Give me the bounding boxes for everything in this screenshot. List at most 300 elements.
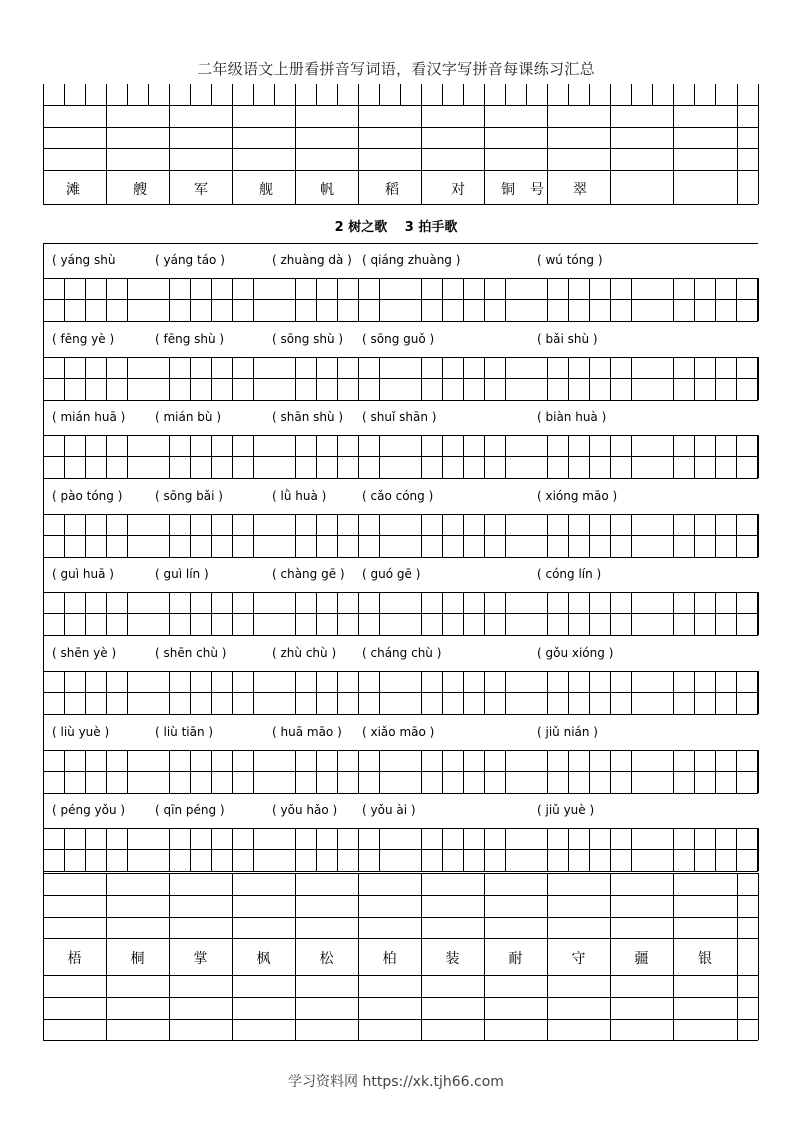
table-rule — [64, 84, 65, 105]
grid-rule — [43, 435, 44, 478]
grid-rule — [190, 828, 191, 871]
pinyin-label: ( cóng lín ) — [537, 567, 602, 581]
grid-rule — [295, 671, 296, 714]
grid-rule — [547, 514, 548, 557]
table-rule — [148, 84, 149, 105]
grid-rule — [694, 671, 695, 714]
pinyin-label: ( cǎo cóng ) — [362, 489, 434, 503]
grid-rule — [43, 278, 758, 279]
grid-rule — [64, 750, 65, 793]
char-cell: 松 — [319, 951, 334, 967]
grid-rule — [631, 435, 632, 478]
grid-rule — [127, 435, 128, 478]
grid-rule — [85, 828, 86, 871]
grid-rule — [631, 750, 632, 793]
pinyin-label: ( biàn huà ) — [537, 410, 607, 424]
grid-rule — [505, 278, 506, 321]
pinyin-label: ( wú tóng ) — [537, 253, 603, 267]
table-rule — [442, 84, 443, 105]
table-rule — [106, 105, 107, 204]
grid-rule — [421, 435, 422, 478]
pinyin-label: ( xiǎo māo ) — [362, 725, 435, 739]
grid-rule — [463, 671, 464, 714]
pinyin-label: ( qīn péng ) — [155, 803, 225, 817]
table-rule — [358, 84, 359, 105]
pinyin-label: ( yǒu hǎo ) — [272, 803, 338, 817]
char-cell: 号 — [530, 182, 544, 198]
grid-rule — [694, 278, 695, 321]
pinyin-label: ( zhù chù ) — [272, 646, 337, 660]
grid-rule — [127, 750, 128, 793]
grid-rule — [631, 357, 632, 400]
grid-rule — [568, 514, 569, 557]
grid-rule — [379, 514, 380, 557]
grid-rule — [568, 750, 569, 793]
table-rule — [337, 84, 338, 105]
grid-rule — [736, 514, 737, 557]
grid-rule — [463, 592, 464, 635]
table-rule — [610, 84, 611, 105]
grid-rule — [610, 357, 611, 400]
table-rule — [232, 873, 233, 1040]
grid-rule — [211, 671, 212, 714]
pinyin-label: ( fēng shù ) — [155, 332, 225, 346]
grid-rule — [127, 671, 128, 714]
grid-rule — [547, 671, 548, 714]
table-rule — [43, 873, 758, 874]
grid-rule — [43, 478, 758, 479]
grid-rule — [358, 357, 359, 400]
grid-rule — [43, 592, 758, 593]
grid-rule — [169, 671, 170, 714]
grid-rule — [736, 828, 737, 871]
grid-rule — [505, 357, 506, 400]
grid-rule — [610, 514, 611, 557]
grid-rule — [715, 828, 716, 871]
table-rule — [43, 84, 44, 105]
grid-rule — [85, 357, 86, 400]
table-rule — [43, 873, 44, 1040]
pinyin-label: ( yáng táo ) — [155, 253, 225, 267]
grid-rule — [127, 357, 128, 400]
grid-rule — [169, 828, 170, 871]
grid-rule — [337, 357, 338, 400]
grid-rule — [589, 828, 590, 871]
grid-rule — [568, 828, 569, 871]
pinyin-label: ( bǎi shù ) — [537, 332, 598, 346]
table-rule — [43, 105, 758, 106]
grid-rule — [358, 750, 359, 793]
footer-url: 学习资料网 https://xk.tjh66.com — [288, 1074, 504, 1090]
grid-rule — [43, 278, 44, 321]
char-cell: 枫 — [256, 951, 271, 967]
grid-rule — [673, 671, 674, 714]
table-rule — [547, 105, 548, 204]
grid-rule — [106, 592, 107, 635]
grid-rule — [295, 828, 296, 871]
grid-rule — [610, 671, 611, 714]
grid-rule — [295, 278, 296, 321]
grid-rule — [547, 750, 548, 793]
grid-rule — [358, 435, 359, 478]
grid-rule — [106, 671, 107, 714]
grid-rule — [421, 514, 422, 557]
table-rule — [610, 105, 611, 204]
grid-rule — [253, 750, 254, 793]
grid-rule — [43, 514, 44, 557]
grid-rule — [43, 400, 758, 401]
pinyin-label: ( zhuàng dà ) — [272, 253, 352, 267]
grid-rule — [316, 828, 317, 871]
grid-rule — [694, 357, 695, 400]
grid-rule — [127, 592, 128, 635]
grid-rule — [463, 278, 464, 321]
char-cell: 对 — [451, 182, 465, 198]
table-rule — [169, 84, 170, 105]
grid-rule — [463, 828, 464, 871]
pinyin-label: ( sōng guǒ ) — [362, 332, 435, 346]
char-cell: 耐 — [508, 951, 523, 967]
grid-rule — [421, 828, 422, 871]
pinyin-label: ( shēn yè ) — [52, 646, 117, 660]
char-cell: 滩 — [66, 182, 80, 198]
grid-rule — [505, 828, 506, 871]
grid-rule — [631, 514, 632, 557]
grid-rule — [694, 592, 695, 635]
grid-rule — [295, 435, 296, 478]
grid-rule — [547, 357, 548, 400]
grid-rule — [442, 750, 443, 793]
grid-rule — [610, 750, 611, 793]
grid-rule — [505, 514, 506, 557]
grid-rule — [589, 592, 590, 635]
grid-rule — [64, 592, 65, 635]
table-rule — [316, 84, 317, 105]
char-cell: 掌 — [193, 951, 208, 967]
grid-rule — [463, 750, 464, 793]
grid-rule — [127, 514, 128, 557]
grid-rule — [673, 357, 674, 400]
table-rule — [547, 873, 548, 1040]
table-rule — [737, 84, 738, 105]
table-rule — [169, 873, 170, 1040]
grid-rule — [190, 750, 191, 793]
grid-rule — [253, 514, 254, 557]
pinyin-label: ( xióng māo ) — [537, 489, 618, 503]
grid-rule — [589, 671, 590, 714]
grid-rule — [169, 750, 170, 793]
grid-rule — [295, 357, 296, 400]
grid-rule — [421, 750, 422, 793]
pinyin-label: ( huā māo ) — [272, 725, 342, 739]
table-rule — [43, 127, 758, 128]
grid-rule — [358, 671, 359, 714]
grid-rule — [337, 750, 338, 793]
grid-rule — [442, 357, 443, 400]
pinyin-label: ( mián huā ) — [52, 410, 126, 424]
grid-rule — [715, 278, 716, 321]
grid-rule — [484, 828, 485, 871]
table-rule — [484, 873, 485, 1040]
grid-rule — [631, 278, 632, 321]
grid-rule — [484, 435, 485, 478]
grid-rule — [358, 278, 359, 321]
grid-rule — [211, 514, 212, 557]
grid-rule — [736, 750, 737, 793]
grid-rule — [43, 692, 758, 693]
grid-rule — [169, 592, 170, 635]
grid-rule — [631, 592, 632, 635]
pinyin-label: ( jiǔ yuè ) — [537, 803, 595, 817]
grid-rule — [64, 357, 65, 400]
grid-rule — [379, 435, 380, 478]
table-rule — [43, 997, 758, 998]
grid-rule — [211, 828, 212, 871]
grid-rule — [589, 435, 590, 478]
grid-rule — [43, 456, 758, 457]
char-cell: 装 — [445, 951, 460, 967]
grid-rule — [379, 828, 380, 871]
grid-rule — [232, 750, 233, 793]
grid-rule — [337, 278, 338, 321]
pinyin-label: ( guó gē ) — [362, 567, 421, 581]
grid-rule — [232, 357, 233, 400]
grid-rule — [758, 592, 759, 635]
pinyin-label: ( guì huā ) — [52, 567, 114, 581]
pinyin-label: ( péng yǒu ) — [52, 803, 126, 817]
grid-rule — [673, 278, 674, 321]
char-cell: 梧 — [67, 951, 82, 967]
table-rule — [379, 84, 380, 105]
grid-rule — [43, 321, 758, 322]
grid-rule — [484, 514, 485, 557]
grid-rule — [421, 671, 422, 714]
grid-rule — [190, 671, 191, 714]
grid-rule — [715, 514, 716, 557]
table-rule — [253, 84, 254, 105]
grid-rule — [715, 592, 716, 635]
table-rule — [400, 84, 401, 105]
grid-rule — [379, 357, 380, 400]
pinyin-label: ( jiǔ nián ) — [537, 725, 598, 739]
grid-rule — [316, 435, 317, 478]
grid-rule — [85, 435, 86, 478]
grid-rule — [484, 592, 485, 635]
grid-rule — [211, 278, 212, 321]
pinyin-label: ( fēng yè ) — [52, 332, 115, 346]
grid-rule — [337, 435, 338, 478]
grid-rule — [421, 278, 422, 321]
table-rule — [421, 873, 422, 1040]
table-rule — [568, 84, 569, 105]
grid-rule — [442, 828, 443, 871]
grid-rule — [43, 750, 758, 751]
grid-rule — [85, 514, 86, 557]
grid-rule — [43, 357, 44, 400]
grid-rule — [106, 278, 107, 321]
grid-rule — [610, 435, 611, 478]
table-rule — [106, 84, 107, 105]
grid-rule — [43, 378, 758, 379]
grid-rule — [64, 828, 65, 871]
grid-rule — [758, 514, 759, 557]
grid-rule — [589, 357, 590, 400]
grid-rule — [715, 435, 716, 478]
grid-rule — [547, 435, 548, 478]
grid-rule — [505, 750, 506, 793]
pinyin-label: ( guì lín ) — [155, 567, 209, 581]
grid-rule — [43, 771, 758, 772]
grid-rule — [568, 278, 569, 321]
grid-rule — [442, 671, 443, 714]
grid-rule — [589, 750, 590, 793]
char-cell: 桐 — [130, 951, 145, 967]
grid-rule — [43, 671, 44, 714]
table-rule — [43, 243, 758, 244]
grid-rule — [442, 592, 443, 635]
table-rule — [652, 84, 653, 105]
grid-rule — [316, 592, 317, 635]
grid-rule — [442, 514, 443, 557]
pinyin-label: ( chàng gē ) — [272, 567, 345, 581]
grid-rule — [43, 714, 758, 715]
table-rule — [610, 873, 611, 1040]
grid-rule — [316, 750, 317, 793]
grid-rule — [610, 828, 611, 871]
grid-rule — [43, 849, 758, 850]
table-rule — [505, 84, 506, 105]
pinyin-label: ( shān shù ) — [272, 410, 344, 424]
grid-rule — [127, 278, 128, 321]
table-rule — [758, 873, 759, 1040]
grid-rule — [358, 592, 359, 635]
grid-rule — [85, 750, 86, 793]
grid-rule — [169, 435, 170, 478]
grid-rule — [484, 357, 485, 400]
grid-rule — [127, 828, 128, 871]
grid-rule — [43, 299, 758, 300]
table-rule — [43, 204, 758, 205]
table-rule — [190, 84, 191, 105]
char-cell: 艘 — [133, 182, 147, 198]
grid-rule — [736, 435, 737, 478]
grid-rule — [631, 671, 632, 714]
grid-rule — [85, 592, 86, 635]
grid-rule — [64, 435, 65, 478]
grid-rule — [106, 514, 107, 557]
table-rule — [484, 105, 485, 204]
pinyin-label: ( shēn chù ) — [155, 646, 227, 660]
grid-rule — [316, 671, 317, 714]
table-rule — [43, 895, 758, 896]
grid-rule — [610, 278, 611, 321]
pinyin-label: ( shuǐ shān ) — [362, 410, 437, 424]
pinyin-label: ( mián bù ) — [155, 410, 222, 424]
pinyin-label: ( sōng shù ) — [272, 332, 344, 346]
grid-rule — [211, 750, 212, 793]
grid-rule — [442, 278, 443, 321]
grid-rule — [736, 671, 737, 714]
table-rule — [43, 1040, 758, 1041]
grid-rule — [337, 514, 338, 557]
grid-rule — [379, 671, 380, 714]
grid-rule — [337, 828, 338, 871]
grid-rule — [673, 828, 674, 871]
pinyin-label: ( cháng chù ) — [362, 646, 442, 660]
grid-rule — [253, 357, 254, 400]
grid-rule — [43, 592, 44, 635]
table-rule — [547, 84, 548, 105]
grid-rule — [758, 278, 759, 321]
grid-rule — [232, 435, 233, 478]
lesson-title: 2 树之歌 3 拍手歌 — [334, 220, 458, 235]
grid-rule — [316, 278, 317, 321]
grid-rule — [758, 357, 759, 400]
grid-rule — [758, 435, 759, 478]
table-rule — [358, 873, 359, 1040]
grid-rule — [295, 514, 296, 557]
char-cell: 帆 — [320, 182, 334, 198]
grid-rule — [232, 278, 233, 321]
char-cell: 稻 — [385, 182, 399, 198]
grid-rule — [715, 750, 716, 793]
char-cell: 军 — [194, 182, 208, 198]
grid-rule — [106, 357, 107, 400]
table-rule — [295, 105, 296, 204]
char-cell: 铜 — [501, 182, 515, 198]
grid-rule — [43, 535, 758, 536]
grid-rule — [106, 750, 107, 793]
grid-rule — [211, 592, 212, 635]
grid-rule — [169, 278, 170, 321]
grid-rule — [673, 514, 674, 557]
grid-rule — [64, 671, 65, 714]
grid-rule — [253, 278, 254, 321]
grid-rule — [505, 671, 506, 714]
grid-rule — [211, 357, 212, 400]
grid-rule — [232, 828, 233, 871]
table-rule — [274, 84, 275, 105]
table-rule — [526, 84, 527, 105]
grid-rule — [190, 278, 191, 321]
grid-rule — [379, 278, 380, 321]
grid-rule — [463, 435, 464, 478]
table-rule — [758, 84, 759, 204]
table-rule — [43, 170, 758, 171]
grid-rule — [547, 278, 548, 321]
grid-rule — [43, 357, 758, 358]
grid-rule — [190, 592, 191, 635]
char-cell: 翠 — [573, 182, 587, 198]
grid-rule — [610, 592, 611, 635]
grid-rule — [64, 278, 65, 321]
pinyin-label: ( pào tóng ) — [52, 489, 123, 503]
grid-rule — [85, 671, 86, 714]
grid-rule — [43, 828, 44, 871]
grid-rule — [484, 278, 485, 321]
grid-rule — [673, 435, 674, 478]
char-cell: 银 — [698, 951, 712, 967]
grid-rule — [358, 828, 359, 871]
table-rule — [43, 975, 758, 976]
grid-rule — [758, 828, 759, 871]
grid-rule — [568, 592, 569, 635]
grid-rule — [43, 793, 758, 794]
grid-rule — [694, 514, 695, 557]
table-rule — [232, 84, 233, 105]
grid-rule — [631, 828, 632, 871]
grid-rule — [253, 435, 254, 478]
